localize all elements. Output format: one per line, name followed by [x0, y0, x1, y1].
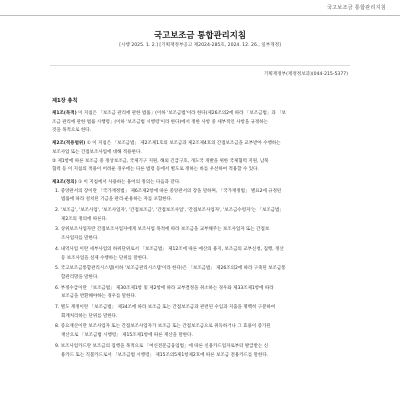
article-2-line: ① 이 지침은 「보조금법」 제2조제1호의 보조금과 제2조제4호의 간접보조금을 교부받아 수행하는 [86, 141, 281, 147]
definition-item [52, 323, 350, 340]
article-2-line: 협력 등 이 지침의 적용이 어려운 경우에는 다른 법령 등에서 별도로 정하는 바를 우선하여 적용할 수 있다. [52, 167, 259, 173]
page-header-strip [0, 0, 400, 16]
definition-line: 등 보조사업을 실제 수행하는 단위를 말한다. [61, 255, 148, 261]
document-meta: [시행 2025. 1. 2.] [기획재정부공고 제2024-285호, 2024. 12. 26., 일부개정] [119, 43, 281, 48]
article-1-title: 제1조(목적) [52, 111, 77, 116]
running-header: 국고보조금 통합관리지침 [326, 5, 386, 11]
article-1-line: 이 지침은 「보조금 관리에 관한 법률」(이하 '보조금법'이라 한다)제26조의2에 따라 「보조금법」과 「보 [78, 111, 286, 116]
article-1-line: 조금 관리에 관한 법률 시행령」(이하 '보조금법 시행령'이라 한다)에서 정한 사항 중 세부적인 사항을 규정하는 [52, 119, 268, 125]
definition-line: 4. 내역사업 이란 세부사업의 하위단위로서 「보조금법」 제12조에 따른 예산의 용지, 보조금의 교부신청, 집행, 정산 [55, 246, 284, 252]
definition-line: 5. 국고보조금통합관리시스템(이하 '보조금관리시스템'이라 한다)은 「보조금법」 제26조의2에 따라 구축된 보조금통 [55, 266, 286, 272]
definition-line: 합관리망을 말한다. [61, 274, 99, 280]
definition-line: 6. 부정수급이란 「보조금법」 제30조제1항 및 제2항에 따라 교부결정을 취소하는 경우와 제33조제1항에 따라 [55, 285, 274, 291]
article-3-intro: ① 이 지침에서 사용하는 용어의 정의는 다음과 같다. [78, 179, 181, 185]
article-2-line: ② 제1항에 따른 보조금 중 정상보조금, 국제기구 지원, 해외 긴급구호, 개도국 개발을 위한 국제협력 지원, 남북 [52, 158, 269, 164]
definition-item [52, 188, 350, 205]
article-1-line: 것을 목적으로 한다. [52, 128, 92, 134]
definition-item [52, 343, 350, 360]
article-1 [52, 110, 350, 136]
definition-line: 재산으로 「보조금법 시행령」 제15조제1항에 따른 재산을 말한다. [61, 333, 193, 339]
definition-line: 2. '보조금', '보조사업', '보조사업자', '간접보조금', '간접보조사업', '간접보조사업자', '보조금수령자'는 「보조금법」 [55, 208, 284, 214]
definition-line: 용카드 또는 직불카드로서 「보조금법 시행령」 제15조의5제1항제2호에 따른 보조금 전용카드를 말한다. [61, 352, 269, 358]
definition-line: 8. 증요재산이란 보조사업자 또는 간접보조사업자가 보조금 또는 간접보조금으로 취득하거나 그 효용이 증가된 [55, 324, 271, 330]
definition-item [52, 285, 350, 302]
definition-line: 법률에 따라 설치된 기금을 관리·운용하는 자를 포함한다. [61, 197, 173, 203]
definition-line: 회계처리하는 단위를 말한다. [61, 313, 118, 319]
department-contact: 기획재정부(재정정보과)(044-215-5377) [263, 72, 348, 77]
definition-line: 조사업자를 말한다. [61, 236, 99, 242]
article-3-title: 제3조(정의) [52, 179, 77, 185]
document-title: 국고보조금 통합관리지침 [154, 30, 246, 40]
definition-item [52, 226, 350, 243]
definition-line: 1. 중앙관서의 장이란 「국가재정법」 제6조제2항에 따른 중앙관서의 장을 말하며, 「국가재정법」 별표2에 규정된 [55, 188, 282, 194]
article-2-line: 보조사업 또는 간접보조사업에 대해 적용한다. [52, 149, 142, 155]
article-2-title: 제2조(적용범위) [52, 141, 86, 147]
definition-list [52, 188, 350, 361]
document-body [52, 110, 350, 364]
divider [50, 65, 350, 66]
definition-line: 제2조의 정의에 따른다. [61, 216, 108, 222]
article-2 [52, 140, 350, 175]
article-3 [52, 179, 350, 360]
chapter-title: 제1장 총칙 [52, 98, 78, 104]
definition-item [52, 304, 350, 321]
definition-line: 3. 상위보조사업자란 간접보조사업자에게 보조사업 목적에 따라 보조금을 교부해주는 보조사업자 또는 간접보 [55, 227, 270, 233]
definition-line: 7. 별도 계정이란 「보조금법」 제34조에 따라 보조금 또는 간접보조금과 관련된 수입과 지출을 명백히 구분하여 [55, 305, 276, 311]
definition-item [52, 207, 350, 224]
definition-item [52, 246, 350, 263]
definition-line: 9. 보조사업카드란 보조금의 집행을 목적으로 「여신전문금융업법」에 따른 신용카드업자로부터 발급받는 신 [55, 343, 269, 349]
definition-item [52, 265, 350, 282]
definition-line: 보조금을 반환해야하는 경우를 말한다. [61, 294, 137, 300]
